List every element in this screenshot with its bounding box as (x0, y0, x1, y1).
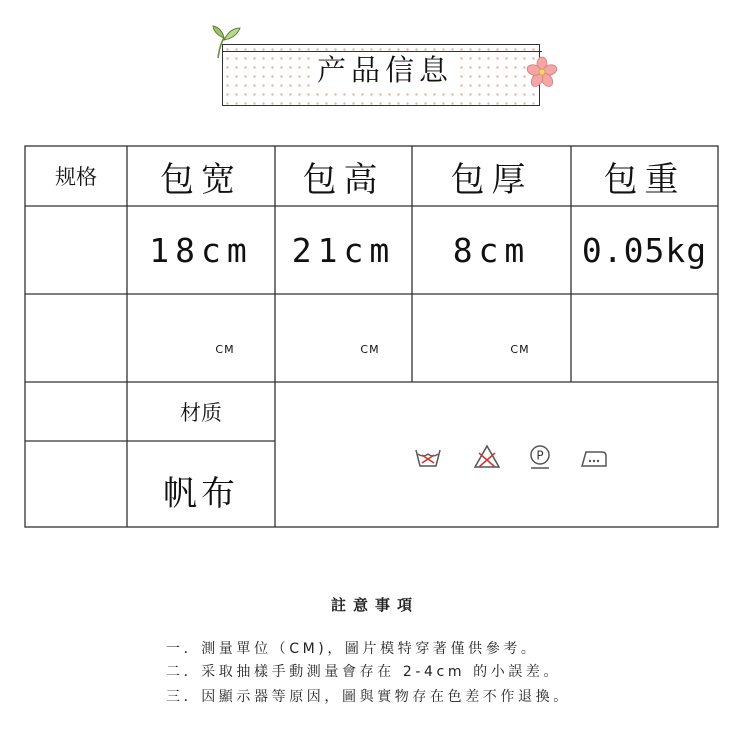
value-weight: 0.05kg (581, 230, 708, 270)
no-bleach-icon (473, 444, 501, 470)
unit-thickness: CM (510, 342, 530, 356)
material-label: 材质 (180, 400, 222, 425)
value-width: 18cm (149, 230, 253, 270)
header-width: 包宽 (160, 159, 242, 200)
note-line-2: 二．采取抽樣手動測量會存在 2-4cm 的小誤差。 (166, 664, 562, 680)
header-spec: 规格 (55, 165, 97, 189)
notes-title: 註意事項 (330, 596, 419, 614)
header-height: 包高 (302, 159, 385, 200)
page-title: 产品信息 (210, 48, 560, 89)
value-thickness: 8cm (452, 230, 531, 270)
value-height: 21cm (291, 230, 396, 270)
dry-clean-p-icon (529, 444, 551, 470)
iron-icon (580, 444, 608, 470)
header-thickness: 包厚 (450, 159, 533, 200)
header-weight: 包重 (603, 159, 686, 200)
material-value: 帆布 (163, 473, 239, 514)
note-line-1: 一．測量單位（CM)，圖片模特穿著僅供參考。 (166, 641, 539, 657)
unit-height: CM (360, 342, 380, 356)
svg-text:P: P (536, 448, 544, 463)
note-line-3: 三．因顯示器等原因，圖與實物存在色差不作退換。 (166, 689, 571, 705)
hand-wash-icon (414, 444, 442, 470)
unit-width: CM (215, 342, 235, 356)
